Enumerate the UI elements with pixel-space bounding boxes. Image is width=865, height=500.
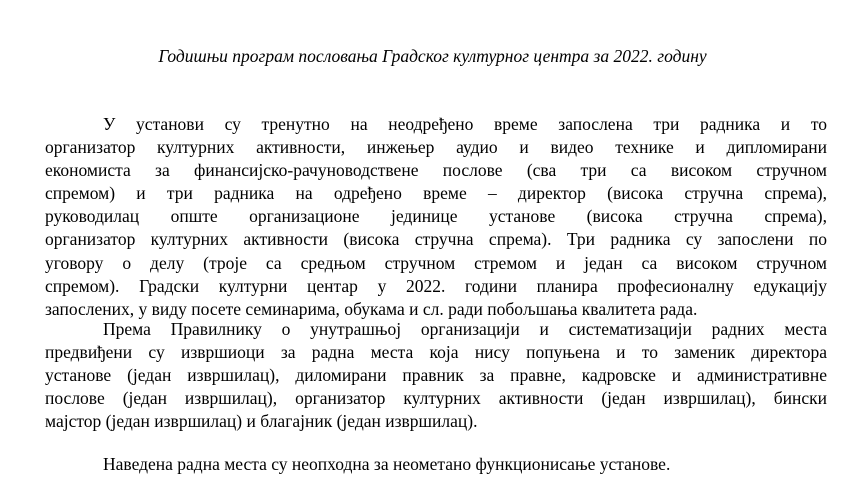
paragraph-line: запослених, у виду посете семинарима, обукама и сл. ради побољшања квалитета рада. [45, 298, 698, 319]
paragraph-line: предвиђени су извршиоци за радна места која нису попуњена и то заменик директора [45, 342, 827, 363]
paragraph-line: У установи су тренутно на неодређено време запослена три радника и то [103, 114, 827, 134]
document-title: Годишњи програм пословања Градског културног центра за 2022. годину [158, 46, 707, 66]
paragraph-line: организатор културних активности, инжењер аудио и видео технике и дипломирани [45, 137, 827, 158]
paragraph-line: послове (један извршилац), организатор културних активности (један извршилац), бински [45, 388, 827, 409]
paragraph-vacancies [45, 318, 827, 433]
paragraph-line: Наведена радна места су неопходна за неометано функционисање установе. [103, 454, 671, 474]
paragraph-line: спремом) и три радника на одређено време – директор (висока стручна спрема), [45, 183, 827, 204]
paragraph-line: Према Правилнику о унутрашњој организацији и систематизацији радних места [103, 319, 827, 339]
paragraph-staff [45, 113, 827, 321]
paragraph-conclusion [45, 453, 827, 476]
paragraph-line: руководилац опште организационе јединице установе (висока стручна спрема), [45, 206, 827, 227]
paragraph-line: организатор културних активности (висока стручна спрема). Три радника су запослени по [45, 229, 827, 250]
paragraph-line: уговору о делу (троје са средњом стручном стремом и један са високом стручном [45, 252, 827, 273]
paragraph-line: економиста за финансијско-рачуноводствене послове (сва три са високом стручном [45, 160, 827, 181]
paragraph-line: спремом). Градски културни центар у 2022. години планира професионалну едукацију [45, 275, 827, 296]
paragraph-line: установе (један извршилац), диломирани правник за правне, кадровске и административне [45, 365, 827, 386]
paragraph-line: мајстор (један извршилац) и благајник (један извршилац). [45, 411, 478, 432]
